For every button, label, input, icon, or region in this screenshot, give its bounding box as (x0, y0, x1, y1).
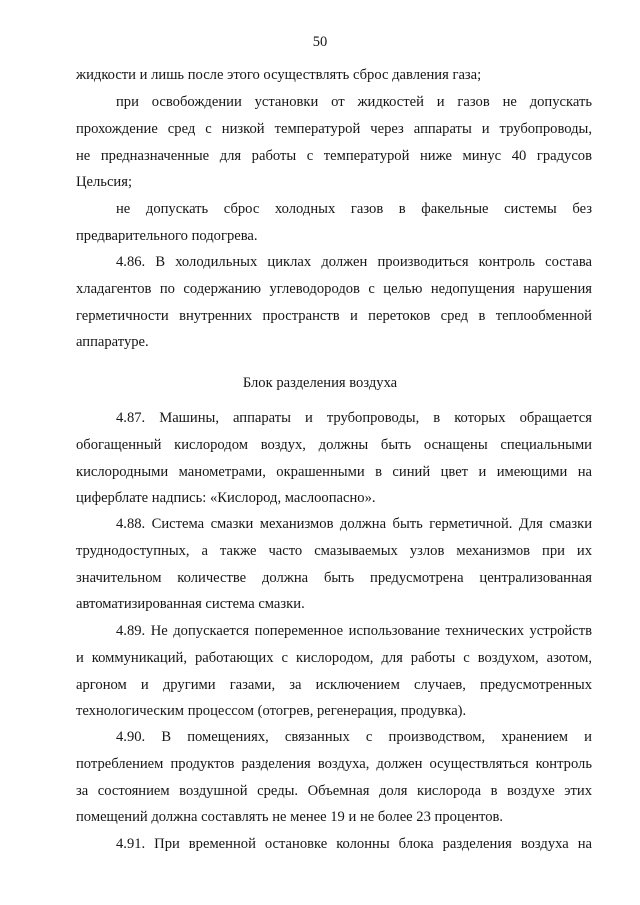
text-line: помещений должна составлять не менее 19 и не более 23 процентов. (76, 809, 504, 826)
paragraph-list-item (76, 89, 592, 196)
text-line: аппаратуре. (76, 334, 149, 351)
text-line: не допускать сброс холодных газов в факельные системы без (116, 201, 592, 217)
text-line: 4.88. Система смазки механизмов должна быть герметичной. Для смазки (116, 516, 592, 532)
text-line: технологическим процессом (отогрев, регенерация, продувка). (76, 703, 467, 720)
paragraph-clause-4-90 (76, 724, 592, 831)
text-line: труднодоступных, а также часто смазываемых узлов механизмов при их (76, 542, 592, 559)
paragraph-clause-4-89 (76, 618, 592, 725)
text-line: аргоном и другими газами, за исключением случаев, предусмотренных (76, 676, 592, 693)
paragraph-clause-4-87 (76, 405, 592, 512)
text-line: при освобождении установки от жидкостей и газов не допускать (116, 94, 592, 110)
text-line: Цельсия; (76, 174, 133, 191)
text-line: значительном количестве должна быть предусмотрена централизованная (76, 569, 592, 586)
text-line: прохождение сред с низкой температурой через аппараты и трубопроводы, (76, 120, 592, 137)
text-line: и коммуникаций, работающих с кислородом, для работы с воздухом, азотом, (76, 649, 592, 666)
paragraph-clause-4-91 (76, 831, 592, 858)
text-line: предварительного подогрева. (76, 227, 258, 244)
paragraph-list-item (76, 196, 592, 250)
text-line: 4.86. В холодильных циклах должен производиться контроль состава (116, 254, 592, 270)
text-line: 4.90. В помещениях, связанных с производством, хранением и (116, 729, 592, 745)
paragraph-continuation (76, 62, 592, 89)
section-heading: Блок разделения воздуха (242, 375, 398, 391)
paragraph-clause-4-86 (76, 249, 592, 356)
text-line: не предназначенные для работы с температурой ниже минус 40 градусов (76, 147, 592, 164)
text-line: за состоянием воздушной среды. Объемная доля кислорода в воздухе этих (76, 782, 592, 799)
paragraph-clause-4-88 (76, 511, 592, 618)
page-number: 50 (312, 34, 328, 50)
text-line: 4.87. Машины, аппараты и трубопроводы, в которых обращается (116, 410, 592, 426)
text-line: потреблением продуктов разделения воздуха, должен осуществляться контроль (76, 755, 592, 772)
text-line: кислородными манометрами, окрашенными в синий цвет и имеющими на (76, 463, 592, 480)
text-line: автоматизированная система смазки. (76, 596, 305, 613)
text-line: герметичности внутренних пространств и перетоков сред в теплообменной (76, 307, 592, 324)
text-line: обогащенный кислородом воздух, должны быть оснащены специальными (76, 436, 592, 453)
text-line: циферблате надпись: «Кислород, маслоопасно». (76, 490, 376, 507)
text-line: 4.91. При временной остановке колонны блока разделения воздуха на (116, 836, 592, 852)
text-line: жидкости и лишь после этого осуществлять сброс давления газа; (76, 67, 482, 83)
text-line: хладагентов по содержанию углеводородов с целью недопущения нарушения (76, 280, 592, 297)
text-line: 4.89. Не допускается попеременное использование технических устройств (116, 623, 592, 639)
